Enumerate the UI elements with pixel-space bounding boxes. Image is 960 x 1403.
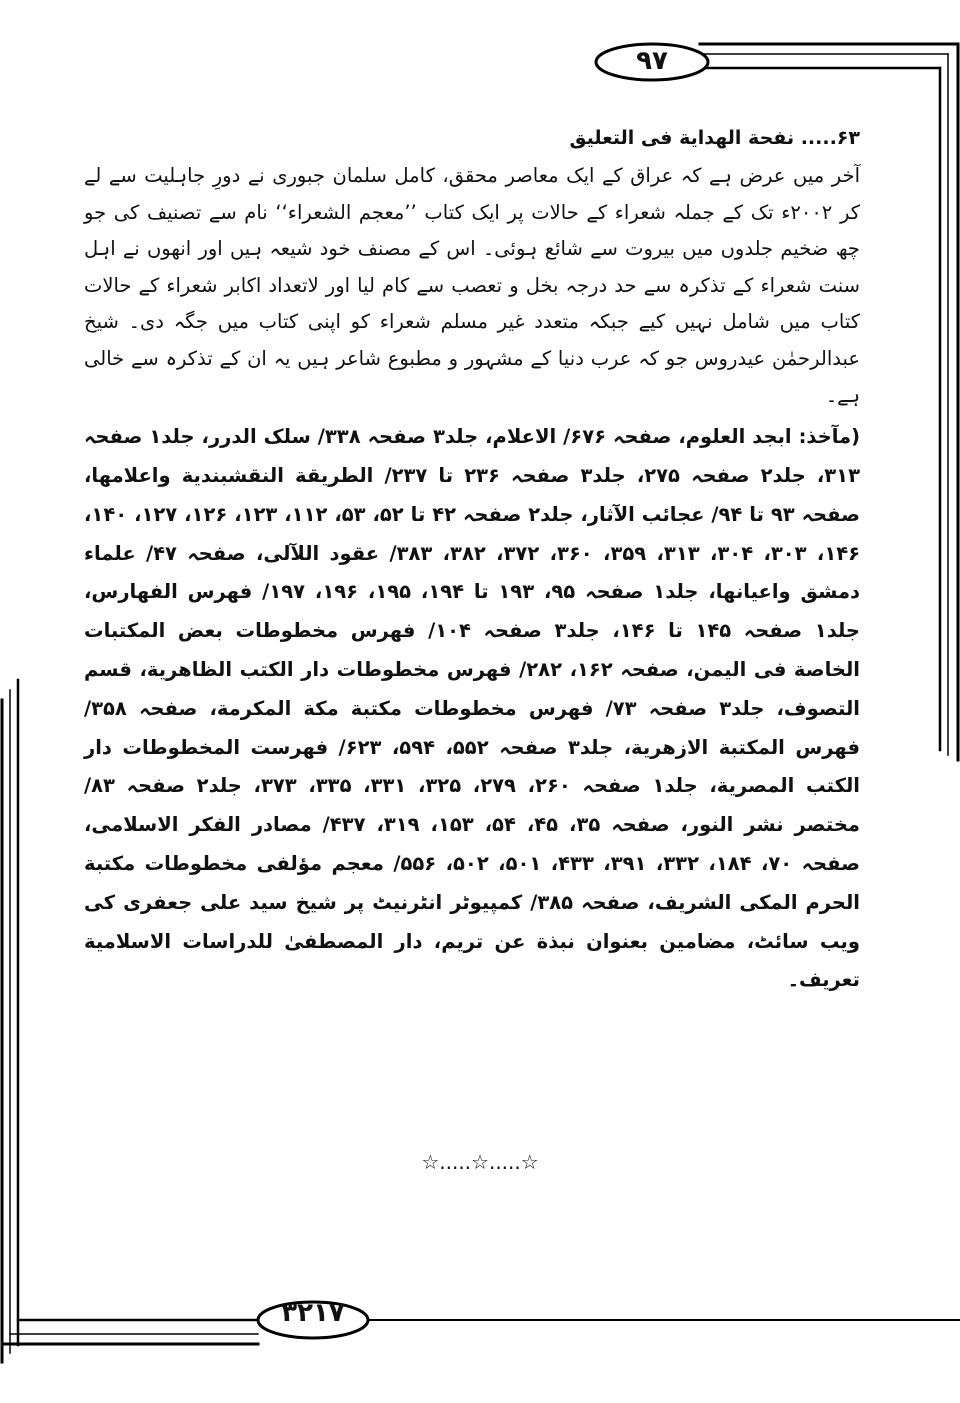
entry-paragraph: آخر میں عرض ہے کہ عراق کے ایک معاصر محقق، کامل سلمان جبوری نے دورِ جاہلیت سے لے کر ۲۰۰۲ء تک کے جملہ شعراء کے حالات پر ایک کتاب ’’معجم الشعراء‘‘ نام سے تصنیف کی جو چھ ضخیم جلدوں میں بیروت سے شائع ہوئی۔ اس کے مصنف خود شیعہ ہیں اور انھوں نے اہل سنت شعراء کے تذکرہ سے حد درجہ بخل و تعصب سے کام لیا اور لاتعداد اکابر شعراء کے حالات کتاب میں شامل نہیں کیے جبکہ متعدد غیر مسلم شعراء کو اپنی کتاب میں جگہ دی۔ شیخ عبدالرحمٰن عیدروس جو کہ عرب دنیا کے مشہور و مطبوع شاعر ہیں یہ ان کے تذکرہ سے خالی ہے۔ xyxy=(84,164,860,407)
page-content xyxy=(84,122,860,1000)
sources-list: (مآخذ: ابجد العلوم، صفحہ ۶۷۶/ الاعلام، جلد۳ صفحہ ۳۳۸/ سلک الدرر، جلد۱ صفحہ ۳۱۳، جلد۲ صفحہ ۲۷۵، جلد۳ صفحہ ۲۳۶ تا ۲۳۷/ الطريقة النقشبندية واعلامها، صفحہ ۹۳ تا ۹۴/ عجائب الآثار، جلد۲ صفحہ ۴۲ تا ۵۲، ۵۳، ۱۱۲، ۱۲۳، ۱۲۶، ۱۲۷، ۱۴۰، ۱۴۶، ۳۰۳، ۳۰۴، ۳۱۳، ۳۵۹، ۳۶۰، ۳۷۲، ۳۸۲، ۳۸۳/ عقود اللآلی، صفحہ ۴۷/ علماء دمشق واعيانها، جلد۱ صفحہ ۹۵، ۱۹۳ تا ۱۹۴، ۱۹۵، ۱۹۶، ۱۹۷/ فهرس الفهارس، جلد۱ صفحہ ۱۴۵ تا ۱۴۶، جلد۳ صفحہ ۱۰۴/ فهرس مخطوطات بعض المكتبات الخاصة فی اليمن، صفحہ ۱۶۲، ۲۸۲/ فهرس مخطوطات دار الكتب الظاهرية، قسم التصوف، جلد۳ صفحہ ۷۳/ فهرس مخطوطات مكتبة مكة المكرمة، صفحہ ۳۵۸/ فهرس المكتبة الازهرية، جلد۳ صفحہ ۵۵۲، ۵۹۴، ۶۲۳/ فهرست المخطوطات دار الكتب المصرية، جلد۱ صفحہ ۲۶۰، ۲۷۹، ۳۲۵، ۳۳۱، ۳۳۵، ۳۷۳، جلد۲ صفحہ ۸۳/ مختصر نشر النور، صفحہ ۳۵، ۴۵، ۵۴، ۱۵۳، ۳۱۹، ۴۳۷/ مصادر الفكر الاسلامی، صفحہ ۷۰، ۱۸۴، ۳۳۲، ۳۹۱، ۴۳۳، ۵۰۱، ۵۰۲، ۵۵۶/ معجم مؤلفی مخطوطات مكتبة الحرم المكی الشريف، صفحہ ۳۸۵/ کمپیوٹر انٹرنیٹ پر شیخ سید علی جعفری کی ویب سائٹ، مضامین بعنوان نبذة عن تريم، دار المصطفیٰ للدراسات الاسلامية تعريف۔ xyxy=(84,425,861,992)
bottom-page-number: ۳۲۱۷ xyxy=(281,1298,345,1328)
section-ornament: ☆.....☆.....☆ xyxy=(421,1150,539,1174)
entry-heading: ۶۳..... نفحة الهداية فی التعليق xyxy=(569,127,860,149)
top-page-number: ۹۷ xyxy=(636,46,668,76)
